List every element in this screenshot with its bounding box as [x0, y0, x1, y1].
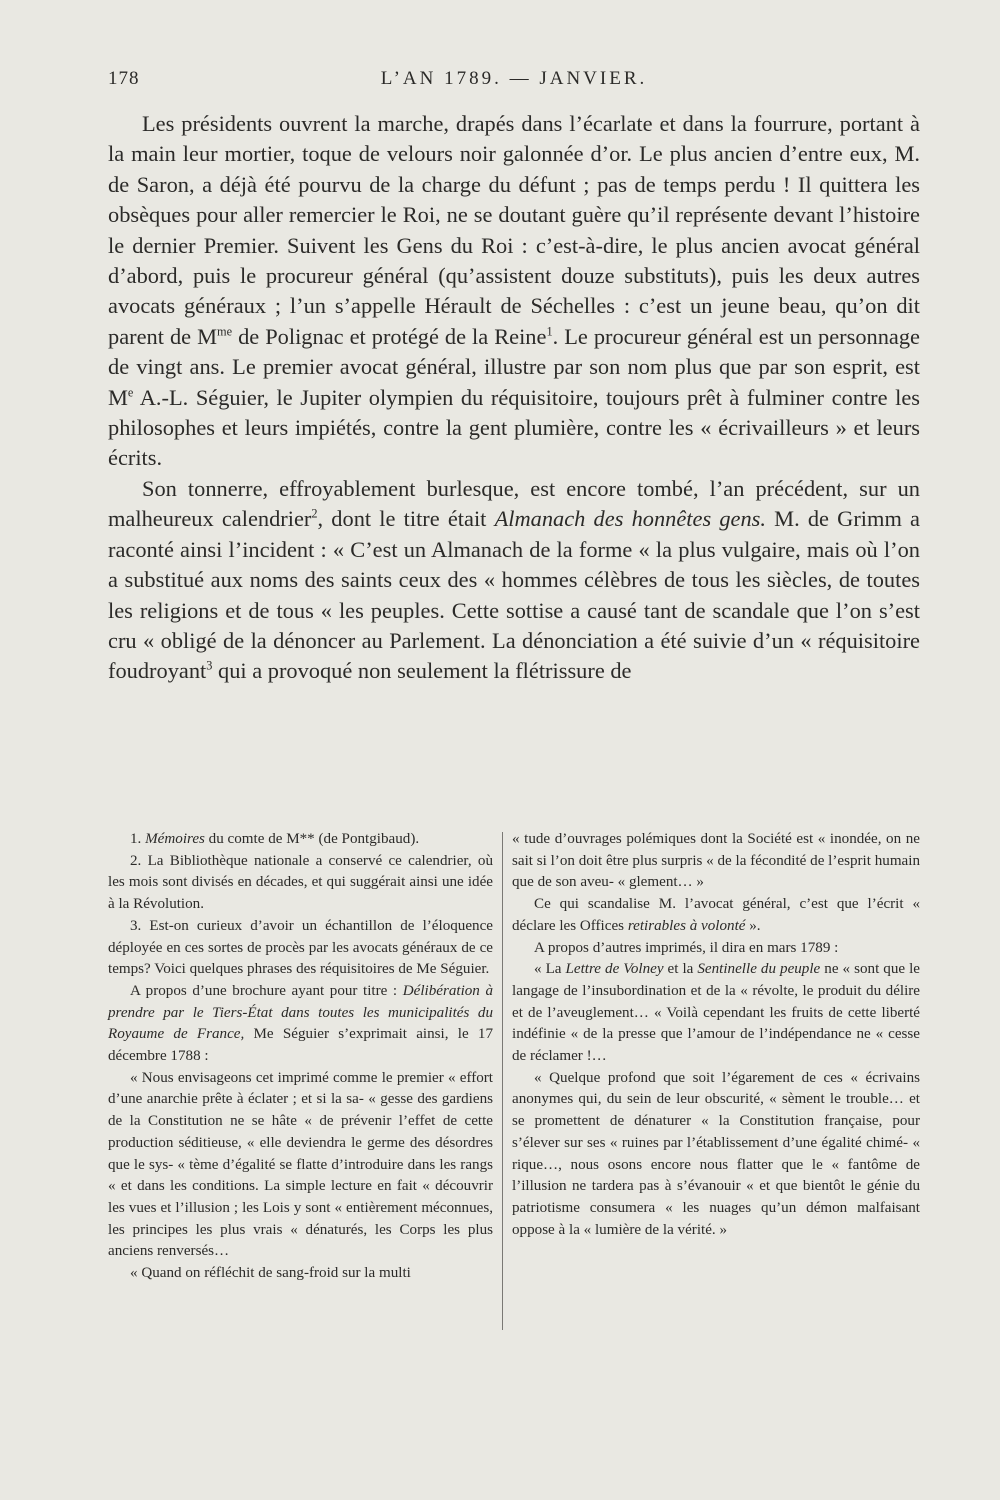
paragraph-2: Son tonnerre, effroyablement burlesque, est encore tombé, l’an précédent, sur un malheureux calendrier$^2$, dont le titre était Almanach des honnêtes gens. M. de Grimm a raconté ainsi l’incident : « C’est un Almanach de la forme « la plus vulgaire, mais où l’on a substitué aux noms des saints ceux des « hommes célèbres de tous les siècles, de toutes les religions et de tous « les peuples. Cette sottise a causé tant de scandale que l’on s’est cru « obligé de la dénoncer au Parlement. La dénonciation a été suivie d’un « réquisitoire foudroyant$^3$ qui a provoqué non seulement la flétrissure de: [108, 475, 920, 684]
footnote-ref-3: 3: [206, 658, 213, 673]
page-header: [108, 68, 920, 98]
column-divider: [502, 832, 503, 1330]
paragraph-1: Les présidents ouvrent la marche, drapés dans l’écarlate et dans la fourrure, portant à la main leur mortier, toque de velours noir galonnée d’or. Le plus ancien d’entre eux, M. de Saron, a déjà été pourvu de la charge du défunt ; pas de temps perdu ! Il quittera les obsèques pour aller remercier le Roi, ne se doutant guère qu’il représente devant l’histoire le dernier Premier. Suivent les Gens du Roi : c’est-à-dire, le plus ancien avocat général d’abord, puis le procureur général (qu’assistent douze substituts), puis les deux autres avocats généraux ; l’un s’appelle Hérault de Séchelles : c’est un jeune beau, qu’on dit parent de $M^{me}$ de Polignac et protégé de la Reine$^1$. Le procureur général est un personnage de vingt ans. Le premier avocat général, illustre par son nom plus que par son esprit, est Me A.-L. Séguier, le Jupiter olympien du réquisitoire, toujours prêt à fulminer contre les philosophes et leurs impiétés, contre la gent plumière, contre les « écrivailleurs » et leurs écrits.: [108, 111, 920, 471]
footnote-3-quote: « Nous envisageons cet imprimé comme le premier « effort d’une anarchie prête à éclater ; et si la sa- « gesse des gardiens de la Constitution ne se hâte « de prévenir l’effet de cette production séditieuse, « elle deviendra le germe des désordres que le sys- « tème d’égalité se flatte d’introduire dans les rangs « et dans les conditions. La simple lecture en fait « découvrir les vues et l’illusion ; les Lois y sont « entièrement méconnues, les principes les plus vrais « dénaturés, les Corps les plus anciens renversés…: [108, 1069, 493, 1260]
footnote-right-2: Ce qui scandalise M. l’avocat général, c’est que l’écrit « déclare les Offices retirables à volonté ».: [512, 896, 920, 934]
footnote-3-brochure: A propos d’une brochure ayant pour titre : Délibération à prendre par le Tiers-État dans toutes les municipalités du Royaume de France, Me Séguier s’exprimait ainsi, le 17 décembre 1788 :: [108, 982, 493, 1065]
footnotes-left-column: [108, 829, 493, 1285]
footnote-right-3: A propos d’autres imprimés, il dira en mars 1789 :: [534, 939, 839, 956]
footnotes-right-column: [512, 829, 920, 1241]
footnote-right-1: « tude d’ouvrages polémiques dont la Société est « inondée, on ne sait si l’on doit être plus surpris « de la fécondité de l’esprit humain que de son aveu- « glement… »: [512, 831, 920, 891]
footnote-2: 2. La Bibliothèque nationale a conservé ce calendrier, où les mois sont divisés en décades, et qui suggérait ainsi une idée à la Révolution.: [108, 852, 493, 913]
footnote-ref-1: 1: [546, 324, 553, 339]
superscript-me: me: [217, 324, 233, 339]
running-head: L’AN 1789. — JANVIER.: [380, 68, 648, 89]
footnote-3-quote-cont: « Quand on réfléchit de sang-froid sur la multi: [130, 1265, 411, 1282]
almanach-title: Almanach des honnêtes gens.: [494, 506, 766, 532]
main-text: [108, 109, 920, 687]
footnote-right-5: « Quelque profond que soit l’égarement de ces « écrivains anonymes qui, du sein de leur obscurité, « sèment le trouble… et se promettent de dénaturer « la Constitution française, pour s’élever sur ses « ruines par l’établissement d’une égalité chimé- « rique…, nous osons encore nous flatter que le « fantôme de l’illusion ne tardera pas à s’évanouir « et que bientôt le génie du patriotisme consumera « les nuages qu’un démon malfaisant oppose à la « lumière de la vérité. »: [512, 1069, 920, 1238]
footnote-1: 1. Mémoires du comte de M** (de Pontgibaud).: [130, 831, 420, 847]
superscript-e: e: [127, 385, 134, 400]
footnote-right-4: « La Lettre de Volney et la Sentinelle du peuple ne « sont que le langage de l’insubordination et de la « révolte, le produit du délire et de l’aveuglement… « Voilà cependant les fruits de cette liberté indéfinie « de la presse que l’amour de l’indépendance ne « cesse de réclamer !…: [512, 961, 921, 1065]
page-number: 178: [108, 68, 140, 89]
footnote-3: 3. Est-on curieux d’avoir un échantillon de l’éloquence déployée en ces sortes de procès par les avocats généraux de ce temps? Voici quelques phrases des réquisitoires de Me Séguier.: [108, 917, 493, 978]
footnote-ref-2: 2: [311, 506, 318, 521]
